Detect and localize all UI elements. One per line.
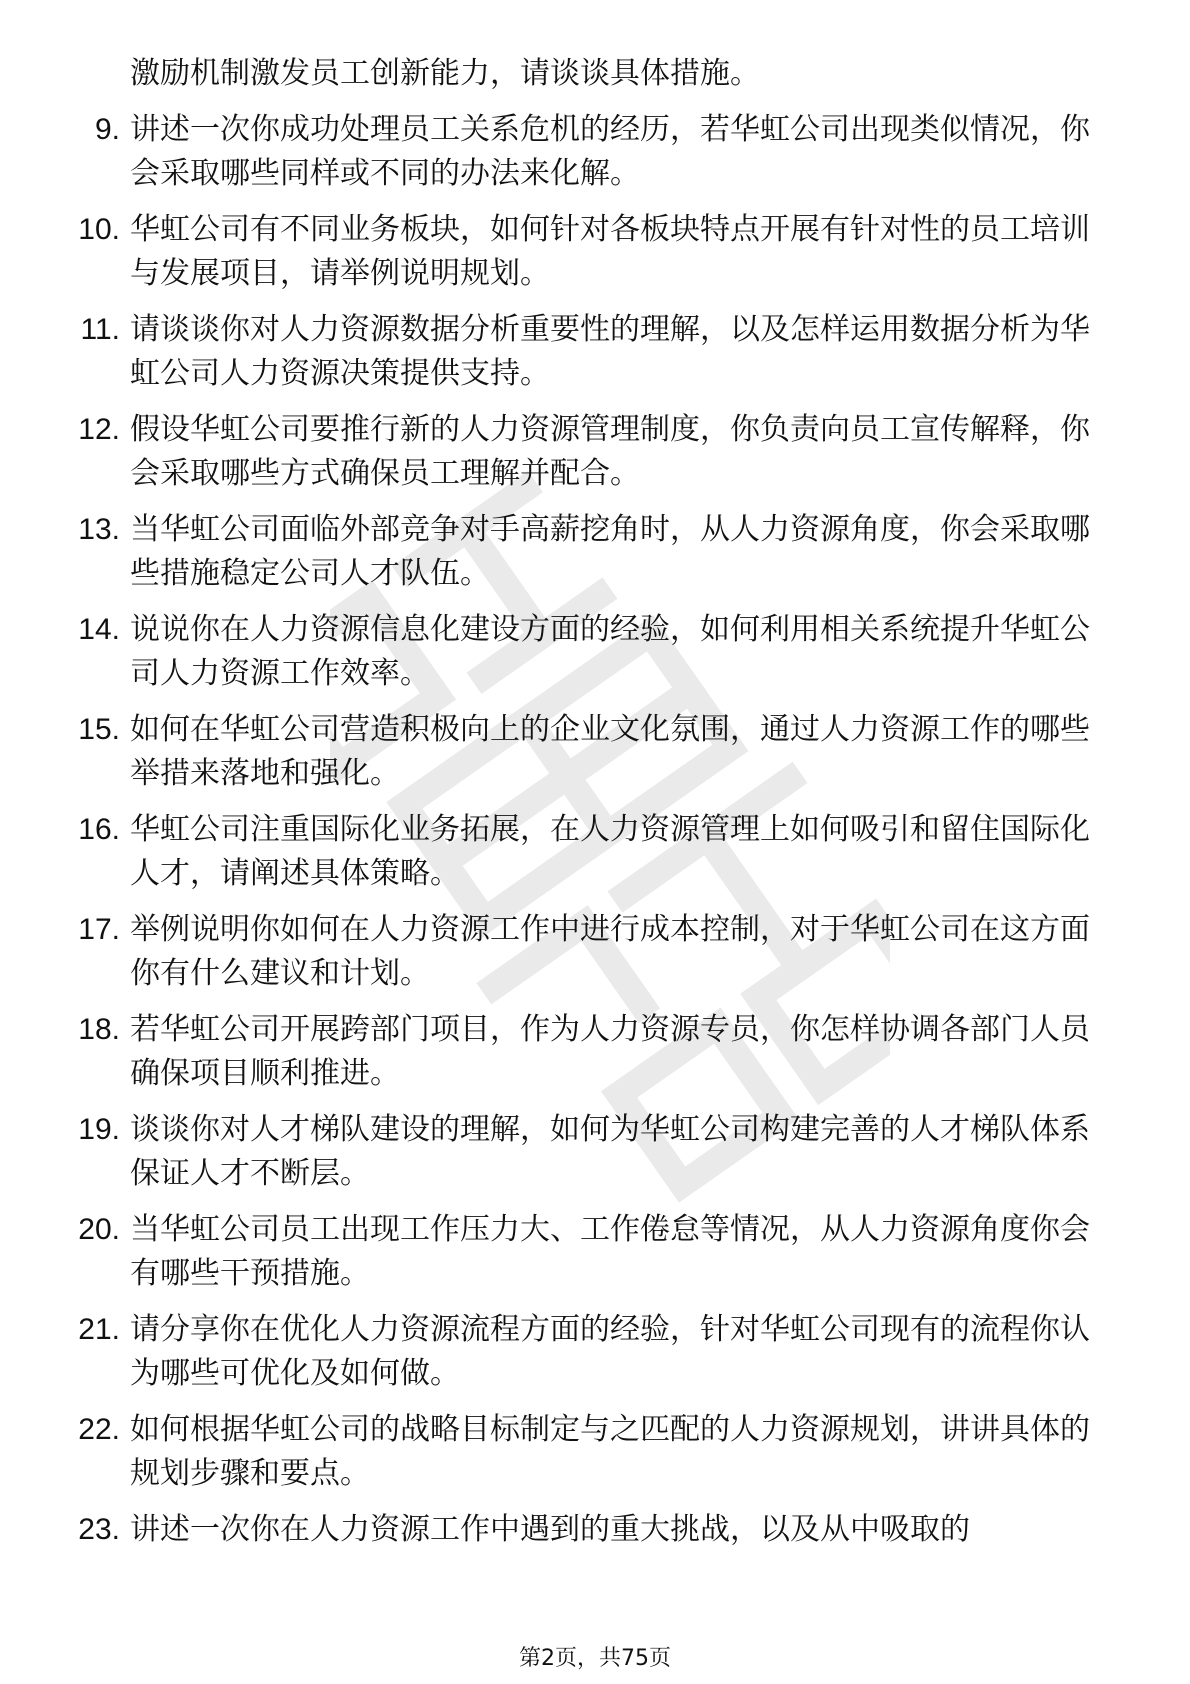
item-text: 如何在华虹公司营造积极向上的企业文化氛围，通过人力资源工作的哪些举措来落地和强化。 [130, 712, 1090, 791]
list-item [58, 508, 1108, 596]
item-text: 华虹公司有不同业务板块，如何针对各板块特点开展有针对性的员工培训与发展项目，请举例说明规划。 [130, 212, 1090, 291]
item-number: 11. [80, 313, 120, 346]
item-number: 15. [78, 713, 120, 746]
document-body [58, 52, 1108, 1552]
list-item [58, 808, 1108, 896]
item-text: 假设华虹公司要推行新的人力资源管理制度，你负责向员工宣传解释，你会采取哪些方式确保员工理解并配合。 [130, 412, 1090, 491]
item-text: 当华虹公司员工出现工作压力大、工作倦怠等情况，从人力资源角度你会有哪些干预措施。 [130, 1212, 1090, 1291]
item-number: 13. [78, 513, 120, 546]
list-item [58, 908, 1108, 996]
item-number: 9. [94, 113, 120, 146]
item-number: 18. [78, 1013, 120, 1046]
list-item [58, 708, 1108, 796]
list-item [58, 1408, 1108, 1496]
page-footer: 第2页，共75页 [519, 1646, 671, 1671]
continued-paragraph: 激励机制激发员工创新能力，请谈谈具体措施。 [130, 56, 760, 91]
item-text: 请分享你在优化人力资源流程方面的经验，针对华虹公司现有的流程你认为哪些可优化及如何做。 [130, 1312, 1090, 1391]
list-item [58, 208, 1108, 296]
item-text: 若华虹公司开展跨部门项目，作为人力资源专员，你怎样协调各部门人员确保项目顺利推进。 [130, 1012, 1090, 1091]
item-number: 20. [78, 1213, 120, 1246]
item-text: 谈谈你对人才梯队建设的理解，如何为华虹公司构建完善的人才梯队体系保证人才不断层。 [130, 1112, 1090, 1191]
list-item [58, 308, 1108, 396]
list-item [58, 108, 1108, 196]
item-number: 17. [78, 913, 120, 946]
item-text: 讲述一次你在人力资源工作中遇到的重大挑战，以及从中吸取的 [130, 1512, 970, 1547]
item-number: 16. [78, 813, 120, 846]
item-text: 讲述一次你成功处理员工关系危机的经历，若华虹公司出现类似情况，你会采取哪些同样或不同的办法来化解。 [130, 112, 1090, 191]
item-number: 23. [78, 1513, 120, 1546]
item-text: 说说你在人力资源信息化建设方面的经验，如何利用相关系统提升华虹公司人力资源工作效率。 [130, 612, 1090, 691]
item-text: 华虹公司注重国际化业务拓展，在人力资源管理上如何吸引和留住国际化人才，请阐述具体策略。 [130, 812, 1090, 891]
list-item [58, 1008, 1108, 1096]
item-number: 21. [78, 1313, 120, 1346]
item-number: 10. [78, 213, 120, 246]
item-number: 22. [78, 1413, 120, 1446]
list-item [58, 1108, 1108, 1196]
item-text: 如何根据华虹公司的战略目标制定与之匹配的人力资源规划，讲讲具体的规划步骤和要点。 [130, 1412, 1090, 1491]
list-item [58, 1308, 1108, 1396]
question-list [58, 108, 1108, 1552]
list-item [58, 1208, 1108, 1296]
list-item [58, 608, 1108, 696]
item-text: 当华虹公司面临外部竞争对手高薪挖角时，从人力资源角度，你会采取哪些措施稳定公司人才队伍。 [130, 512, 1090, 591]
item-text: 举例说明你如何在人力资源工作中进行成本控制，对于华虹公司在这方面你有什么建议和计划。 [130, 912, 1090, 991]
item-number: 14. [78, 613, 120, 646]
list-item [58, 408, 1108, 496]
item-number: 12. [78, 413, 120, 446]
list-item [58, 1508, 1108, 1552]
item-number: 19. [78, 1113, 120, 1146]
item-text: 请谈谈你对人力资源数据分析重要性的理解，以及怎样运用数据分析为华虹公司人力资源决策提供支持。 [130, 312, 1090, 391]
